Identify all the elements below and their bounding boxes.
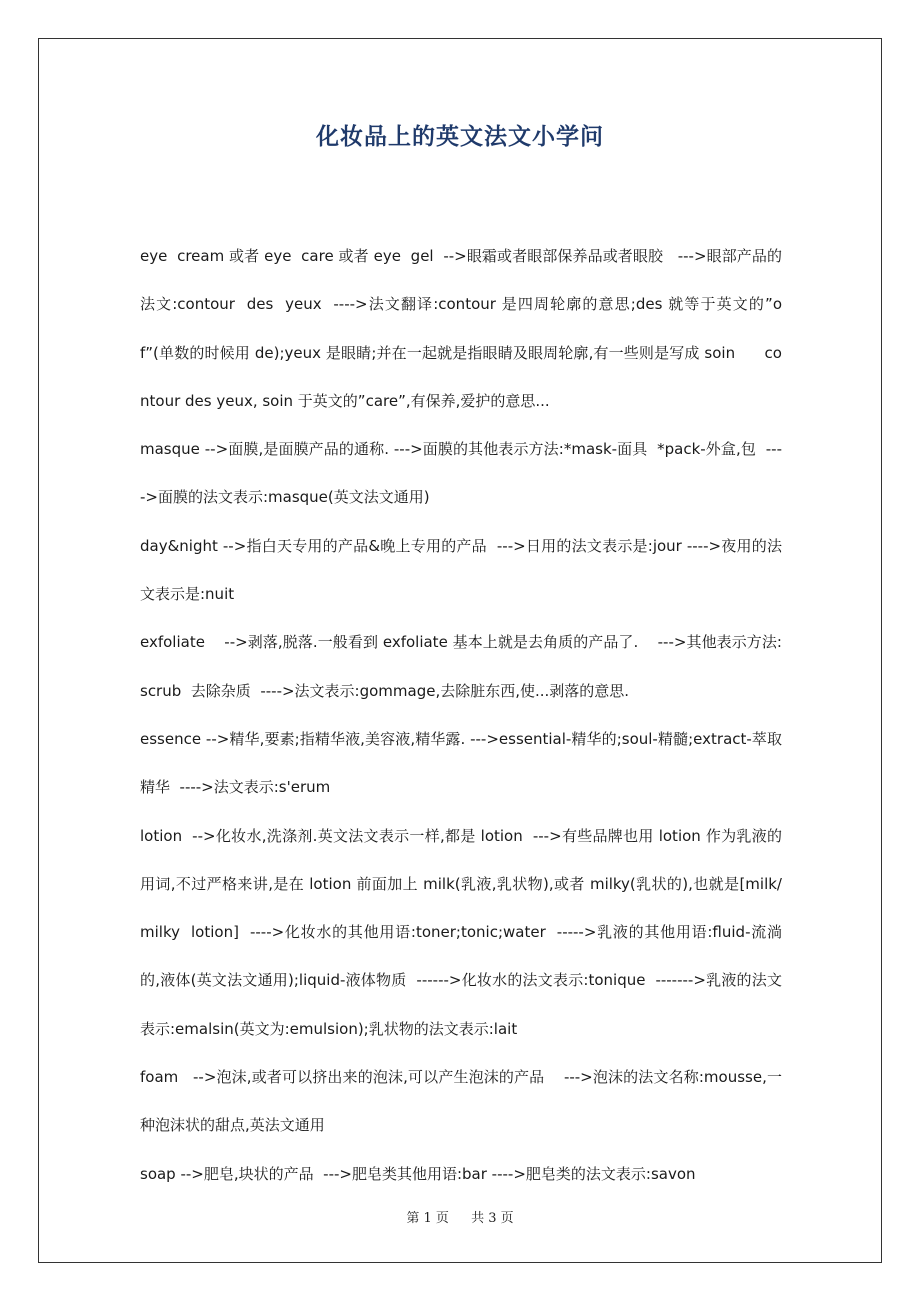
- paragraph-eye-cream: eye cream 或者 eye care 或者 eye gel -->眼霜或者眼部保养品或者眼胶 --->眼部产品的法文:contour des yeux ---->法文翻译:contour 是四周轮廓的意思;des 就等于英文的”of”(单数的时候用 de);yeux 是眼睛;并在一起就是指眼睛及眼周轮廓,有一些则是写成 soin contour des yeux, soin 于英文的”care”,有保养,爱护的意思...: [140, 247, 782, 410]
- paragraph-essence: essence -->精华,要素;指精华液,美容液,精华露. --->essential-精华的;soul-精髓;extract-萃取精华 ---->法文表示:s'erum: [140, 729, 782, 797]
- document-body: [140, 232, 782, 1198]
- paragraph-masque: masque -->面膜,是面膜产品的通称. --->面膜的其他表示方法:*mask-面具 *pack-外盒,包 ---->面膜的法文表示:masque(英文法文通用): [140, 440, 782, 507]
- page-number: 第 1 页: [406, 1211, 449, 1226]
- paragraph-lotion: lotion -->化妆水,洗涤剂.英文法文表示一样,都是 lotion --->有些品牌也用 lotion 作为乳液的用词,不过严格来讲,是在 lotion 前面加上 milk(乳液,乳状物),或者 milky(乳状的),也就是[milk/milky lotion] ---->化妆水的其他用语:toner;tonic;water ----->乳液的其他用语:fluid-流淌的,液体(英文法文通用);liquid-液体物质 ------>化妆水的法文表示:tonique ------->乳液的法文表示:emalsin(英文为:emulsion);乳状物的法文表示:lait: [140, 826, 782, 1038]
- document-title: 化妆品上的英文法文小学问: [316, 124, 604, 150]
- page-footer: [0, 1207, 920, 1226]
- paragraph-soap: soap -->肥皂,块状的产品 --->肥皂类其他用语:bar ---->肥皂类的法文表示:savon: [140, 1164, 696, 1183]
- paragraph-foam: foam -->泡沫,或者可以挤出来的泡沫,可以产生泡沫的产品 --->泡沫的法文名称:mousse,一种泡沫状的甜点,英法文通用: [140, 1068, 782, 1135]
- paragraph-exfoliate: exfoliate -->剥落,脱落.一般看到 exfoliate 基本上就是去角质的产品了. --->其他表示方法:scrub 去除杂质 ---->法文表示:gommage,去除脏东西,使...剥落的意思.: [140, 633, 782, 700]
- paragraph-day-night: day&night -->指白天专用的产品&晚上专用的产品 --->日用的法文表示是:jour ---->夜用的法文表示是:nuit: [140, 536, 782, 604]
- page-total: 共 3 页: [471, 1211, 514, 1226]
